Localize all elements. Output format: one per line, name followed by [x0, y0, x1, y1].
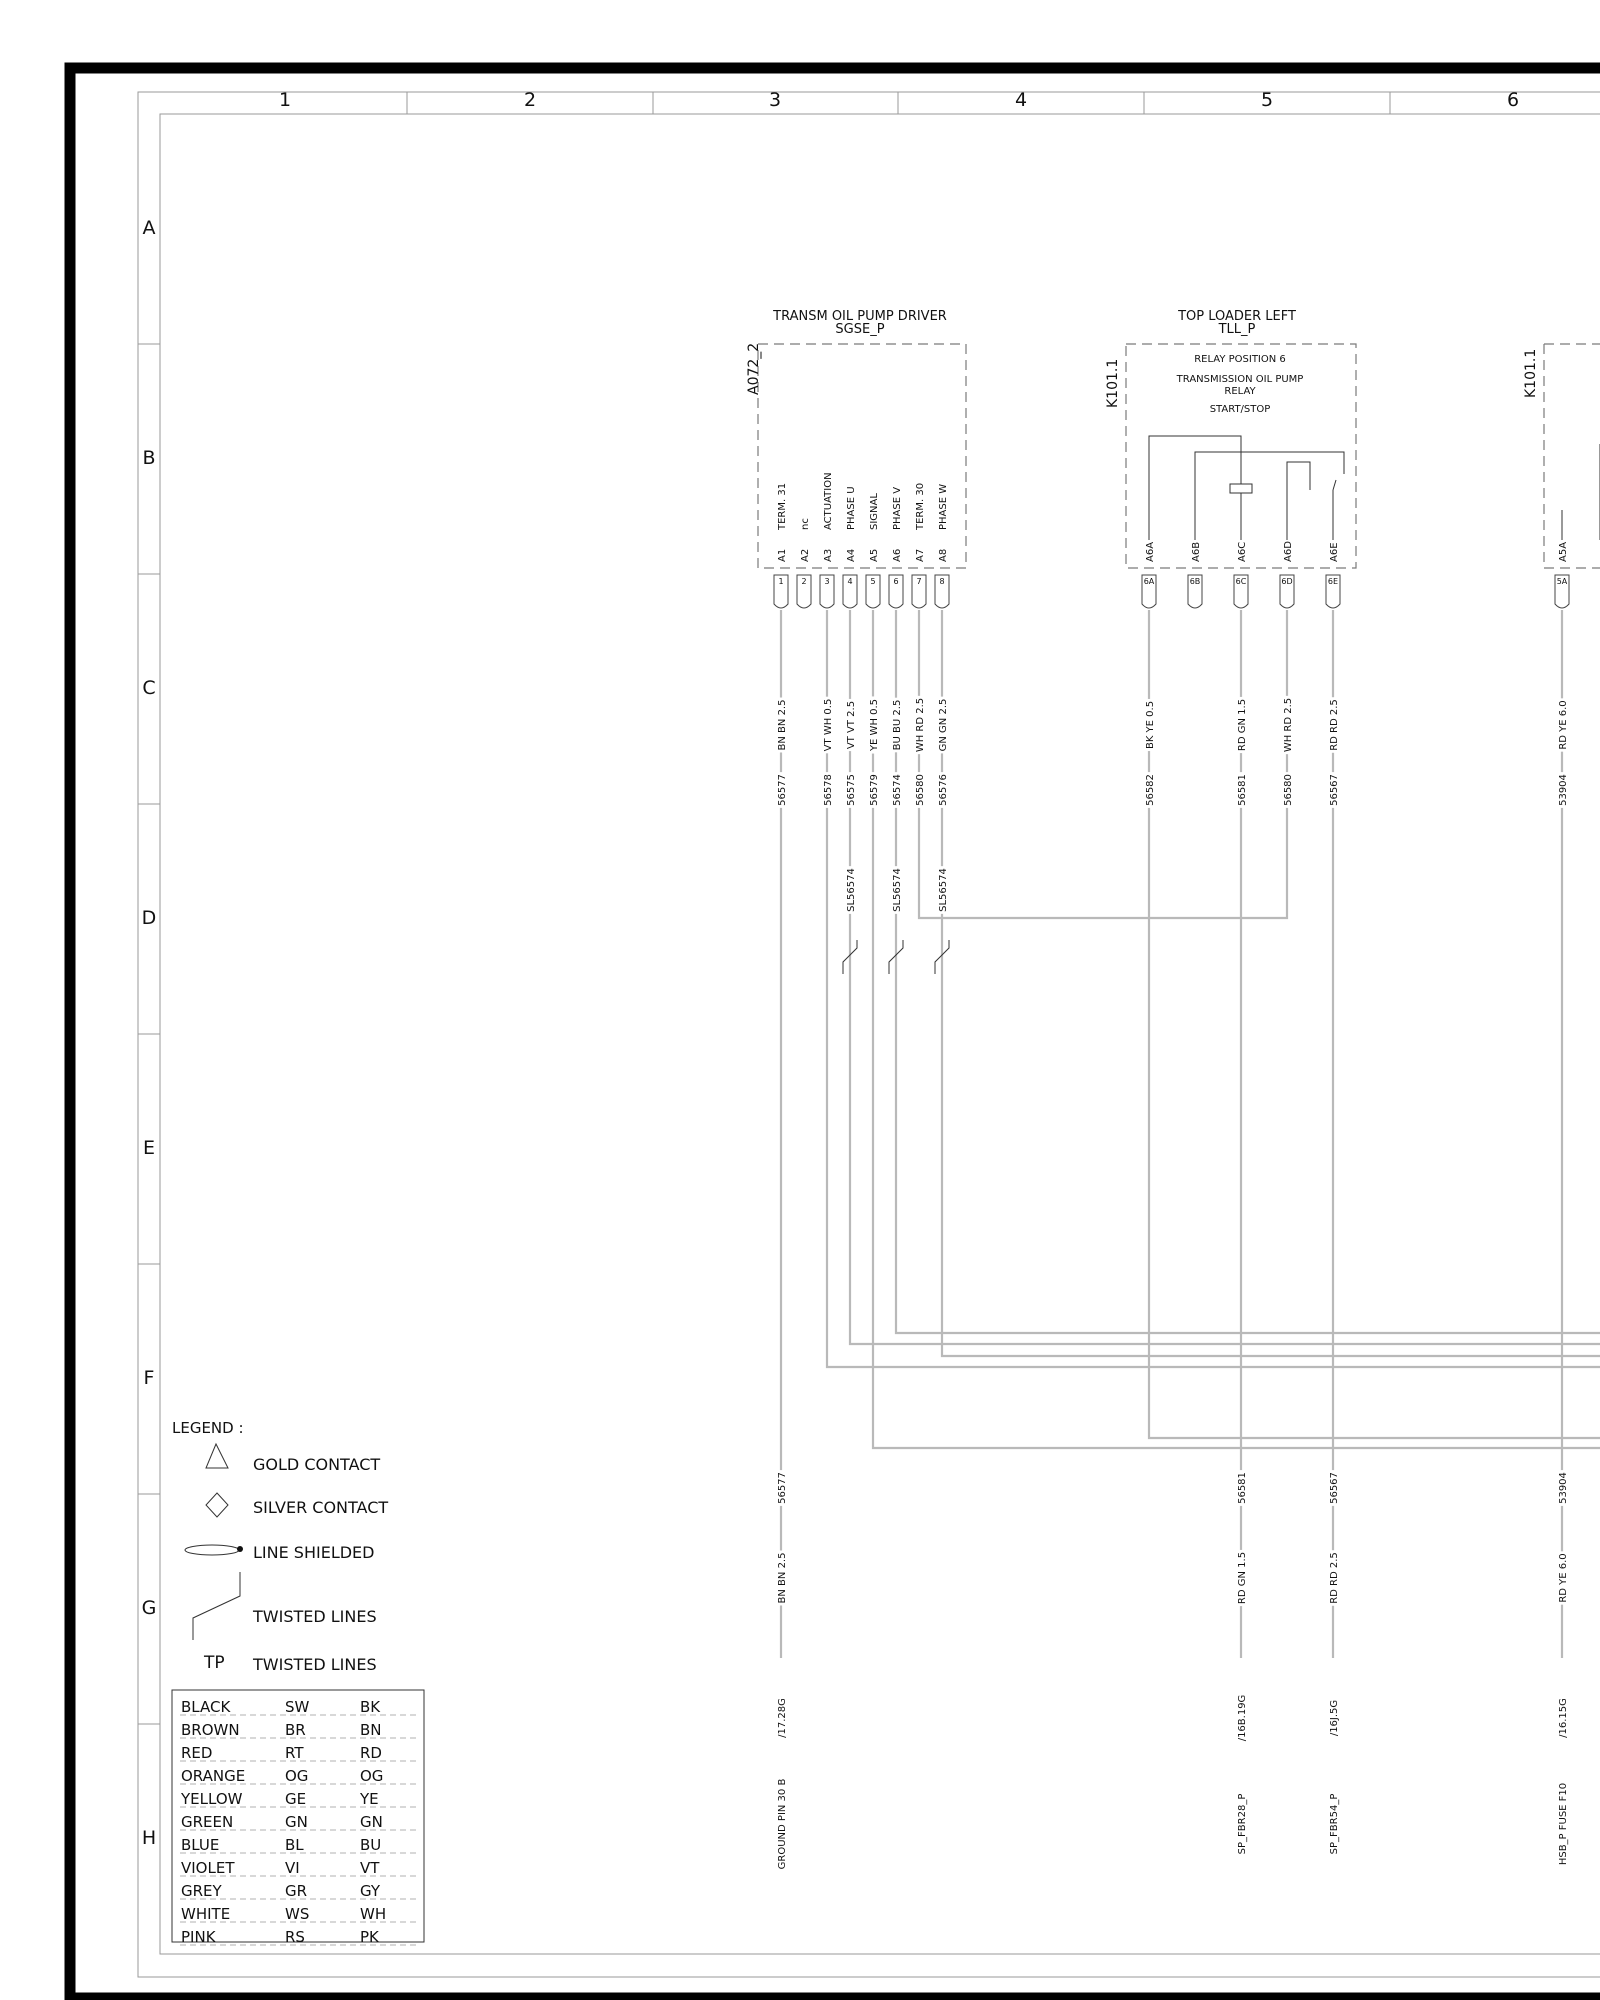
component-box — [758, 344, 966, 568]
legend — [172, 1419, 424, 1946]
connector-pin-number: 5 — [870, 577, 876, 586]
shield-ellipse-icon — [185, 1545, 239, 1555]
wire-color-label: RD RD 2.5 — [1329, 1552, 1340, 1604]
color-code: OG — [360, 1767, 384, 1785]
wire-56582 — [1149, 610, 1600, 1438]
color-code: PK — [360, 1928, 379, 1946]
diamond-icon — [206, 1493, 228, 1517]
connector-pin-number: 7 — [916, 577, 922, 586]
pin-code: A6A — [1145, 541, 1156, 562]
color-code: VT — [360, 1859, 380, 1877]
page-reference: /17.28G — [777, 1698, 788, 1738]
row-label: A — [142, 217, 156, 239]
pin-code: A8 — [938, 548, 949, 562]
color-code: RT — [285, 1744, 304, 1762]
wire-number-label: 56575 — [846, 774, 857, 806]
color-name: ORANGE — [181, 1767, 246, 1785]
color-code: VI — [285, 1859, 300, 1877]
relay-line: RELAY — [1224, 386, 1256, 397]
connector-pin-number: 2 — [801, 577, 807, 586]
row-labels — [142, 217, 157, 1849]
connector-pin-number: 5A — [1556, 577, 1568, 586]
wire-color-label: RD YE 6.0 — [1558, 1553, 1569, 1603]
legend-item: LINE SHIELDED — [253, 1543, 375, 1562]
wire-color-label: RD YE 6.0 — [1558, 700, 1569, 750]
shield-label: SL56574 — [892, 868, 903, 912]
color-name: BROWN — [181, 1721, 240, 1739]
column-dividers — [407, 92, 1390, 114]
component-tll — [1105, 309, 1356, 808]
row-label: C — [142, 677, 156, 699]
pin-code: A2 — [800, 548, 811, 562]
column-label: 4 — [1014, 89, 1028, 111]
color-code: YE — [360, 1790, 379, 1808]
wire-color-label: BN BN 2.5 — [777, 699, 788, 751]
shield-labels — [844, 866, 951, 914]
color-name: WHITE — [181, 1905, 231, 1923]
column-label: 5 — [1260, 89, 1274, 111]
wire-color-label: BN BN 2.5 — [777, 1552, 788, 1604]
wire-number-label: 53904 — [1558, 1472, 1569, 1504]
column-label: 6 — [1506, 89, 1520, 111]
row-label: B — [142, 447, 156, 469]
wire-number-label: 56577 — [777, 774, 788, 806]
connector-pin-number: 8 — [939, 577, 945, 586]
wire-number-label: 56580 — [1283, 774, 1294, 806]
shield-label: SL56574 — [938, 868, 949, 912]
color-name: RED — [181, 1744, 213, 1762]
color-code: BU — [360, 1836, 382, 1854]
color-code: RS — [285, 1928, 305, 1946]
wire-number-label: 56567 — [1329, 774, 1340, 806]
wire-destination: SP_FBR28_P — [1237, 1793, 1248, 1855]
connector-pin-number: 6 — [893, 577, 899, 586]
relay-line: TRANSMISSION OIL PUMP — [1176, 374, 1304, 385]
page-reference: /16J.5G — [1329, 1699, 1340, 1737]
pin-code: A6B — [1191, 541, 1202, 562]
component-k5 — [1523, 344, 1600, 808]
pin-code: A4 — [846, 548, 857, 562]
tp-icon: TP — [204, 1653, 225, 1673]
pin-code: A5A — [1558, 541, 1569, 562]
connector-pin-number: 6B — [1189, 577, 1201, 586]
color-name: GREY — [181, 1882, 222, 1900]
column-label: 2 — [523, 89, 537, 111]
pin-code: A6E — [1329, 542, 1340, 562]
shield-dot-icon — [237, 1546, 243, 1552]
color-rows — [180, 1698, 416, 1946]
color-code: BL — [285, 1836, 304, 1854]
pin-function: PHASE W — [938, 483, 949, 530]
wire-number-label: 56578 — [823, 774, 834, 806]
pin-code: A7 — [915, 548, 926, 562]
relay-line: START/STOP — [1209, 404, 1271, 415]
row-label: F — [143, 1367, 155, 1389]
pin-function: PHASE U — [846, 486, 857, 530]
color-name: BLUE — [181, 1836, 220, 1854]
component-sgse — [746, 309, 966, 808]
component-subtitle: SGSE_P — [835, 322, 885, 337]
frame-outer — [138, 92, 1600, 1977]
pin-function: nc — [800, 518, 811, 530]
pin-code: A5 — [869, 548, 880, 562]
wire-number-label: 56574 — [892, 774, 903, 806]
color-code: GN — [285, 1813, 308, 1831]
color-name: PINK — [181, 1928, 216, 1946]
wire-number-label: 56581 — [1237, 1472, 1248, 1504]
color-code: WH — [360, 1905, 387, 1923]
wire-56576 — [942, 610, 1600, 1356]
connector-pin-number: 6A — [1143, 577, 1155, 586]
wire-number-label: 56580 — [915, 774, 926, 806]
wire-destination: HSB_P FUSE F10 — [1558, 1782, 1569, 1866]
legend-title: LEGEND : — [172, 1419, 244, 1437]
wire-color-label: BU BU 2.5 — [892, 699, 903, 751]
pin-function: PHASE V — [892, 486, 903, 530]
color-code: SW — [285, 1698, 310, 1716]
connector-pin-number: 4 — [847, 577, 853, 586]
color-name: BLACK — [181, 1698, 231, 1716]
pin-function: TERM. 30 — [915, 482, 926, 530]
wire-number-label: 56577 — [777, 1472, 788, 1504]
connector-pin-number: 6D — [1281, 577, 1293, 586]
legend-item: TWISTED LINES — [253, 1655, 377, 1674]
color-code: GR — [285, 1882, 308, 1900]
pin-code: A6D — [1283, 541, 1294, 562]
pin-function: SIGNAL — [869, 493, 880, 530]
wire-color-label: RD GN 1.5 — [1237, 698, 1248, 752]
column-label: 1 — [278, 89, 292, 111]
color-name: GREEN — [181, 1813, 234, 1831]
wire-color-label: VT VT 2.5 — [846, 700, 857, 750]
legend-item: GOLD CONTACT — [253, 1455, 381, 1474]
wire-number-label: 56576 — [938, 774, 949, 806]
wire-color-label: YE WH 0.5 — [869, 698, 880, 752]
wire-color-label: WH RD 2.5 — [1283, 697, 1294, 753]
wire-number-label: 56567 — [1329, 1472, 1340, 1504]
row-label: D — [141, 907, 157, 929]
wire-number-label: 56579 — [869, 774, 880, 806]
wire-color-label: GN GN 2.5 — [938, 698, 949, 752]
component-title: TRANSM OIL PUMP DRIVER — [773, 309, 947, 324]
component-ref: A072_2 — [746, 342, 762, 395]
wire-number-label: 56582 — [1145, 774, 1156, 806]
row-label: E — [142, 1137, 156, 1159]
pin-group — [774, 472, 951, 807]
wire-color-label: RD RD 2.5 — [1329, 699, 1340, 751]
connector-pin-number: 3 — [824, 577, 830, 586]
triangle-icon — [206, 1444, 228, 1468]
pin-code: A6 — [892, 548, 903, 562]
relay-line: RELAY POSITION 6 — [1194, 354, 1286, 365]
relay-symbol — [1149, 436, 1344, 540]
color-code: GN — [360, 1813, 383, 1831]
component-box — [1544, 344, 1600, 568]
column-label: 3 — [768, 89, 782, 111]
connector-pin-number: 6E — [1327, 577, 1339, 586]
color-code: BK — [360, 1698, 381, 1716]
color-name: VIOLET — [181, 1859, 235, 1877]
component-subtitle: TLL_P — [1218, 322, 1256, 337]
pin-function: ACTUATION — [823, 472, 834, 530]
color-code: GE — [285, 1790, 307, 1808]
wire-color-label: BK YE 0.5 — [1145, 700, 1156, 750]
wire-56575 — [850, 610, 1600, 1344]
color-code: WS — [285, 1905, 310, 1923]
page-reference: /16B.19G — [1237, 1694, 1248, 1742]
twisted-line-icon — [193, 1572, 240, 1640]
connector-pin-number: 1 — [778, 577, 784, 586]
pin-code: A1 — [777, 548, 788, 562]
legend-item: TWISTED LINES — [253, 1607, 377, 1626]
wire-number-label: 53904 — [1558, 774, 1569, 806]
color-code: OG — [285, 1767, 309, 1785]
row-label: G — [141, 1597, 157, 1619]
wires — [781, 610, 1600, 1658]
frame-inner — [160, 114, 1600, 1954]
pin-code: A6C — [1237, 541, 1248, 562]
wire-color-label: WH RD 2.5 — [915, 697, 926, 753]
wire-destination: SP_FBR54_P — [1329, 1793, 1340, 1855]
wire-destination: GROUND PIN 30 B — [777, 1778, 788, 1870]
bottom-annotations — [775, 1470, 1571, 1869]
wire-color-label: VT WH 0.5 — [823, 698, 834, 752]
wire-number-label: 56581 — [1237, 774, 1248, 806]
color-code: GY — [360, 1882, 381, 1900]
component-ref: K101.1 — [1105, 358, 1121, 408]
color-name: YELLOW — [181, 1790, 243, 1808]
pin-function: TERM. 31 — [777, 482, 788, 530]
connector-pin-number: 6C — [1235, 577, 1247, 586]
color-code: BR — [285, 1721, 306, 1739]
row-dividers — [138, 344, 160, 1724]
legend-item: SILVER CONTACT — [253, 1498, 389, 1517]
pin-code: A3 — [823, 548, 834, 562]
color-code: RD — [360, 1744, 382, 1762]
page-reference: /16.15G — [1558, 1698, 1569, 1738]
component-title: TOP LOADER LEFT — [1178, 309, 1296, 324]
row-label: H — [141, 1827, 157, 1849]
component-ref: K101.1 — [1523, 348, 1539, 398]
wire-color-label: RD GN 1.5 — [1237, 1551, 1248, 1605]
wire-56580 — [919, 610, 1287, 918]
color-code: BN — [360, 1721, 382, 1739]
shield-label: SL56574 — [846, 868, 857, 912]
